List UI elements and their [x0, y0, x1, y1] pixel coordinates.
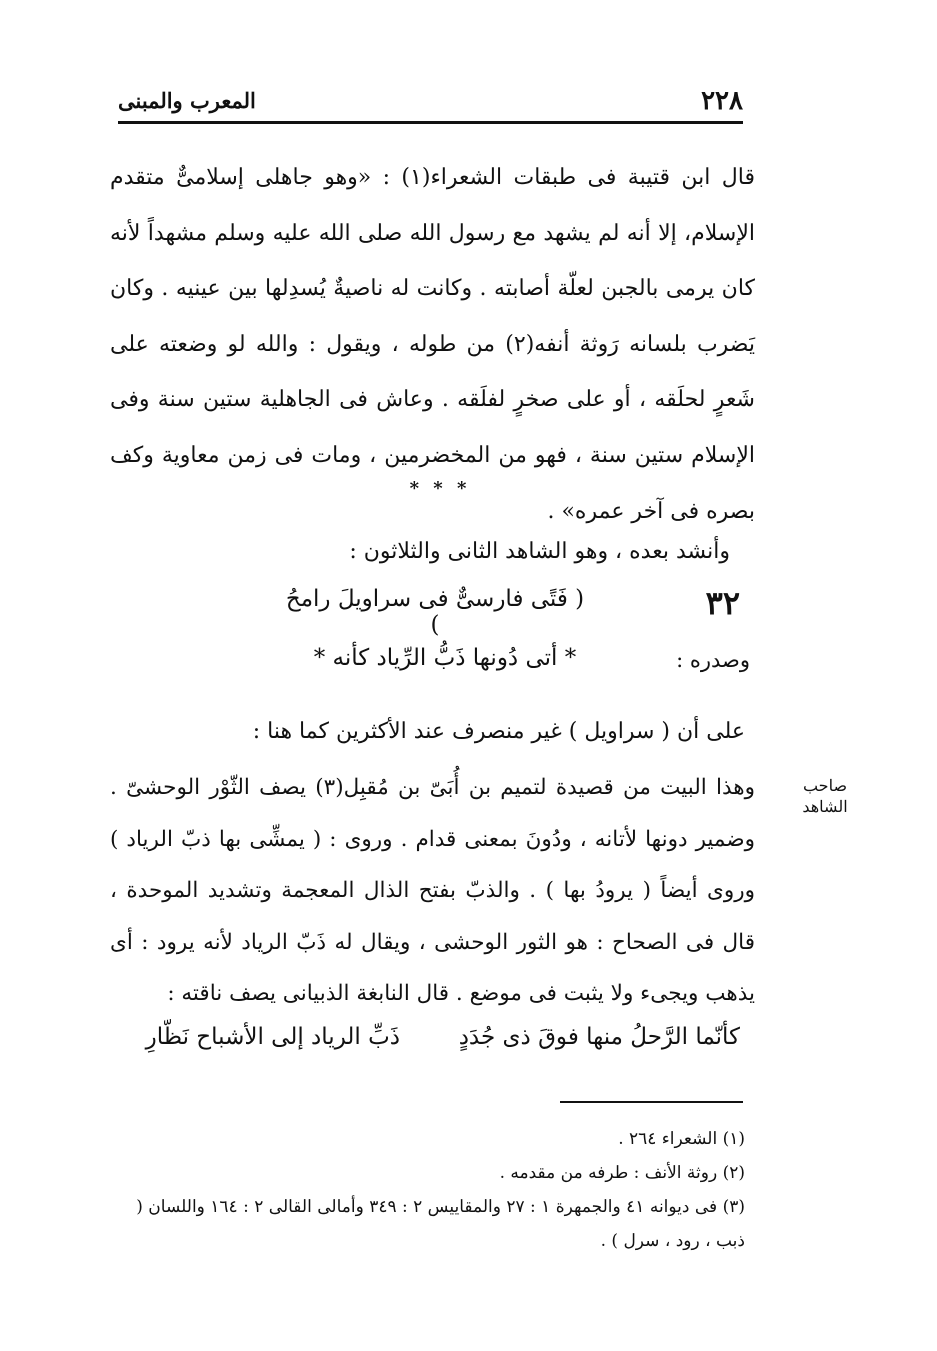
grammar-note: على أن ( سراويل ) غير منصرف عند الأكثرين كما هنا : — [252, 719, 745, 744]
margin-note — [790, 775, 860, 817]
footnote-2: (٢) روثة الأنف : طرفه من مقدمه . — [499, 1163, 745, 1183]
verse-text: ( فَتًى فارسىٌّ فى سراويلَ رامحُ ) — [285, 586, 585, 638]
poem-first-hemistich: كأنّما الرَّحلُ منها فوقَ ذى جُدَدٍ — [458, 1024, 740, 1050]
paragraph-ibn-qutayba: قال ابن قتيبة فى طبقات الشعراء(١) : «وهو جاهلى إسلامىٌّ متقدم الإسلام، إلا أنه لم يشهد مع رسول الله صلى الله عليه وسلم مشهداً لأنه كان يرمى بالجبن لعلّة أصابته . وكانت له ناصيةٌ يُسدِلها بين عينيه . وكان يَضرب بلسانه رَوثة أنفه(٢) من طوله ، ويقول : والله لو وضعته على شَعرٍ لحلَقه ، أو على صخرٍ لفلَقه . وعاش فى الجاهلية ستين سنة وفى الإسلام ستين سنة ، فهو من المخضرمين ، ومات فى زمن معاوية وكف بصره فى آخر عمره» . — [110, 165, 755, 524]
footnote-rule — [560, 1101, 743, 1103]
margin-note-line1: صاحب — [802, 776, 848, 795]
margin-note-line2: الشاهد — [802, 797, 848, 816]
footnote-1: (١) الشعراء ٢٦٤ . — [618, 1129, 745, 1149]
witness-intro: وأنشد بعده ، وهو الشاهد الثانى والثلاثون : — [349, 539, 730, 564]
poem-second-hemistich: ذَبِّ الرياد إلى الأشباح نَظّارِ — [145, 1024, 400, 1050]
header-rule — [118, 121, 743, 124]
page-number: ٢٢٨ — [701, 86, 743, 116]
paragraph-commentary: وهذا البيت من قصيدة لتميم بن أُبَىّ بن مُقبِل(٣) يصف الثّوْر الوحشىّ . وضمير دونها لأتانه ، ودُونَ بمعنى قدام . وروى : ( يمشِّى بها ذبّ الرياد ) وروى أيضاً ( يرودُ بها ) . والذبّ بفتح الذال المعجمة وتشديد الموحدة ، قال فى الصحاح : هو الثور الوحشى ، ويقال له ذَبّ الرياد لأنه يرود : أى يذهب ويجىء ولا يثبت فى موضع . قال النابغة الذبيانى يصف ناقته : — [110, 775, 755, 1006]
running-title: المعرب والمبنى — [118, 88, 256, 113]
section-separator: * * * — [409, 478, 471, 499]
verse-number: ٣٢ — [705, 584, 740, 622]
sadr-text: * أتى دُونها ذَبُّ الرِّياد كأنه * — [313, 645, 577, 671]
footnotes — [115, 1122, 745, 1258]
footnote-3: (٣) فى ديوانه ٤١ والجمهرة ١ : ٢٧ والمقاييس ٢ : ٣٤٩ وأمالى القالى ٢ : ١٦٤ واللسان ( ذبب ، رود ، سرل ) . — [136, 1197, 745, 1251]
page-header — [118, 86, 743, 116]
sadr-label: وصدره : — [676, 648, 750, 672]
